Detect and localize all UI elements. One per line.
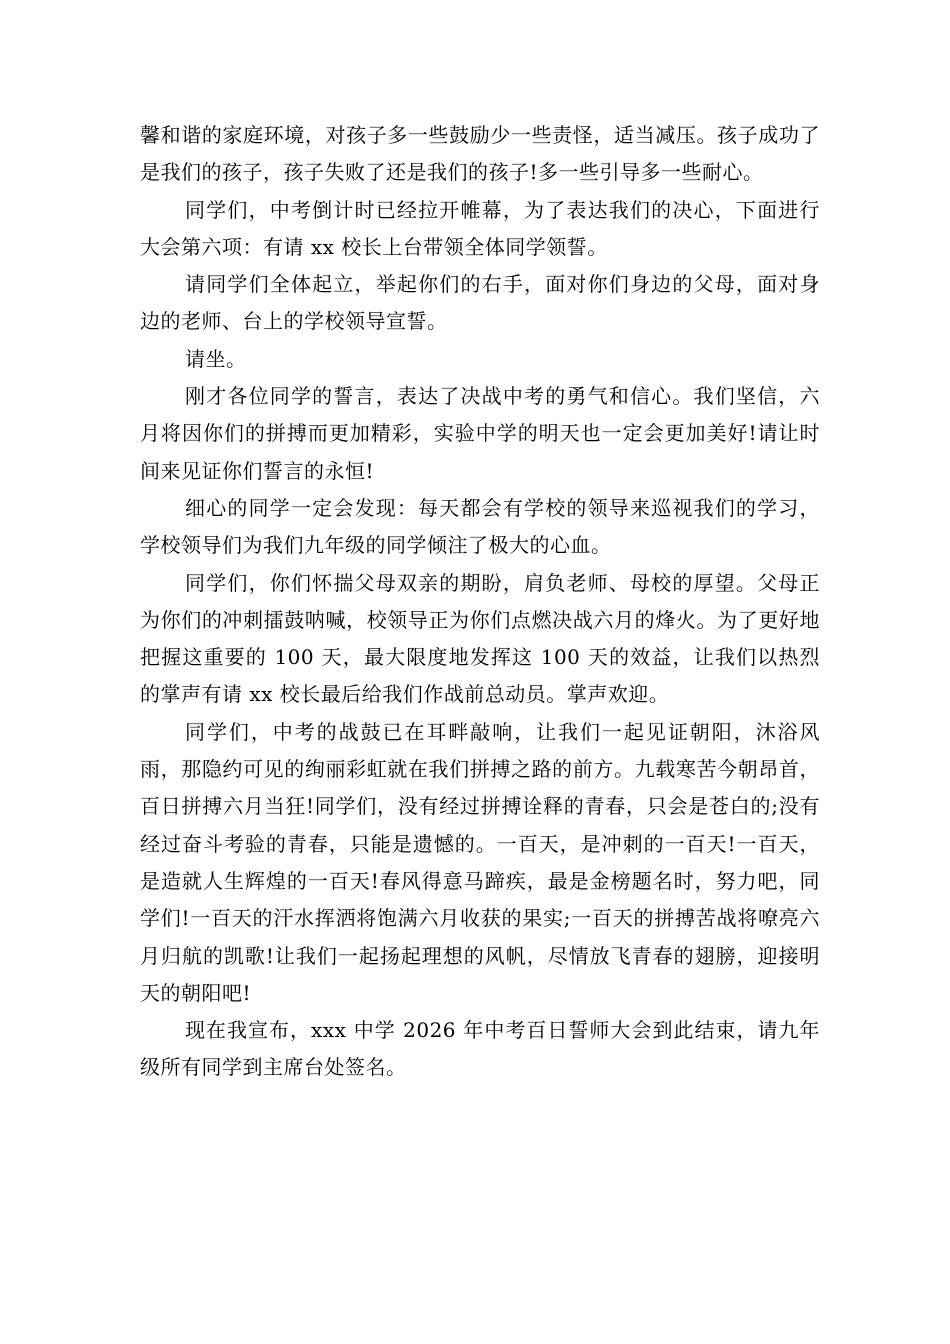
paragraph-leaders-care: 细心的同学一定会发现：每天都会有学校的领导来巡视我们的学习，学校领导们为我们九年级的同学倾注了极大的心血。 — [140, 495, 820, 558]
paragraph-stand-up: 请同学们全体起立，举起你们的右手，面对你们身边的父母，面对身边的老师、台上的学校领导宣誓。 — [140, 272, 820, 334]
paragraph-sit-down: 请坐。 — [185, 346, 247, 371]
paragraph-principal-speech: 同学们，你们怀揣父母双亲的期盼，肩负老师、母校的厚望。父母正为你们的冲刺擂鼓呐喊，校领导正为你们点燃决战六月的烽火。为了更好地把握这重要的 100 天，最大限度地发挥这 100 天的效益，让我们以热烈的掌声有请 xx 校长最后给我们作战前总动员。掌声欢迎。 — [140, 570, 820, 707]
paragraph-oath-intro: 同学们，中考倒计时已经拉开帷幕，为了表达我们的决心，下面进行大会第六项：有请 xx 校长上台带领全体同学领誓。 — [140, 197, 820, 259]
document-body — [140, 117, 820, 1087]
paragraph-continuation: 馨和谐的家庭环境，对孩子多一些鼓励少一些责怪，适当减压。孩子成功了是我们的孩子，孩子失败了还是我们的孩子!多一些引导多一些耐心。 — [140, 123, 820, 185]
paragraph-closing: 现在我宣布，xxx 中学 2026 年中考百日誓师大会到此结束，请九年级所有同学到主席台处签名。 — [140, 1018, 820, 1080]
paragraph-encouragement: 同学们，中考的战鼓已在耳畔敲响，让我们一起见证朝阳，沐浴风雨，那隐约可见的绚丽彩虹就在我们拼搏之路的前方。九载寒苦今朝昂首，百日拼搏六月当狂!同学们，没有经过拼搏诠释的青春，只会是苍白的;没有经过奋斗考验的青春，只能是遗憾的。一百天，是冲刺的一百天!一百天，是造就人生辉煌的一百天!春风得意马蹄疾，最是金榜题名时，努力吧，同学们!一百天的汗水挥洒将饱满六月收获的果实;一百天的拼搏苦战将嘹亮六月归航的凯歌!让我们一起扬起理想的风帆，尽情放飞青春的翅膀，迎接明天的朝阳吧! — [140, 719, 820, 1005]
paragraph-oath-response: 刚才各位同学的誓言，表达了决战中考的勇气和信心。我们坚信，六月将因你们的拼搏而更加精彩，实验中学的明天也一定会更加美好!请让时间来见证你们誓言的永恒! — [140, 384, 820, 483]
